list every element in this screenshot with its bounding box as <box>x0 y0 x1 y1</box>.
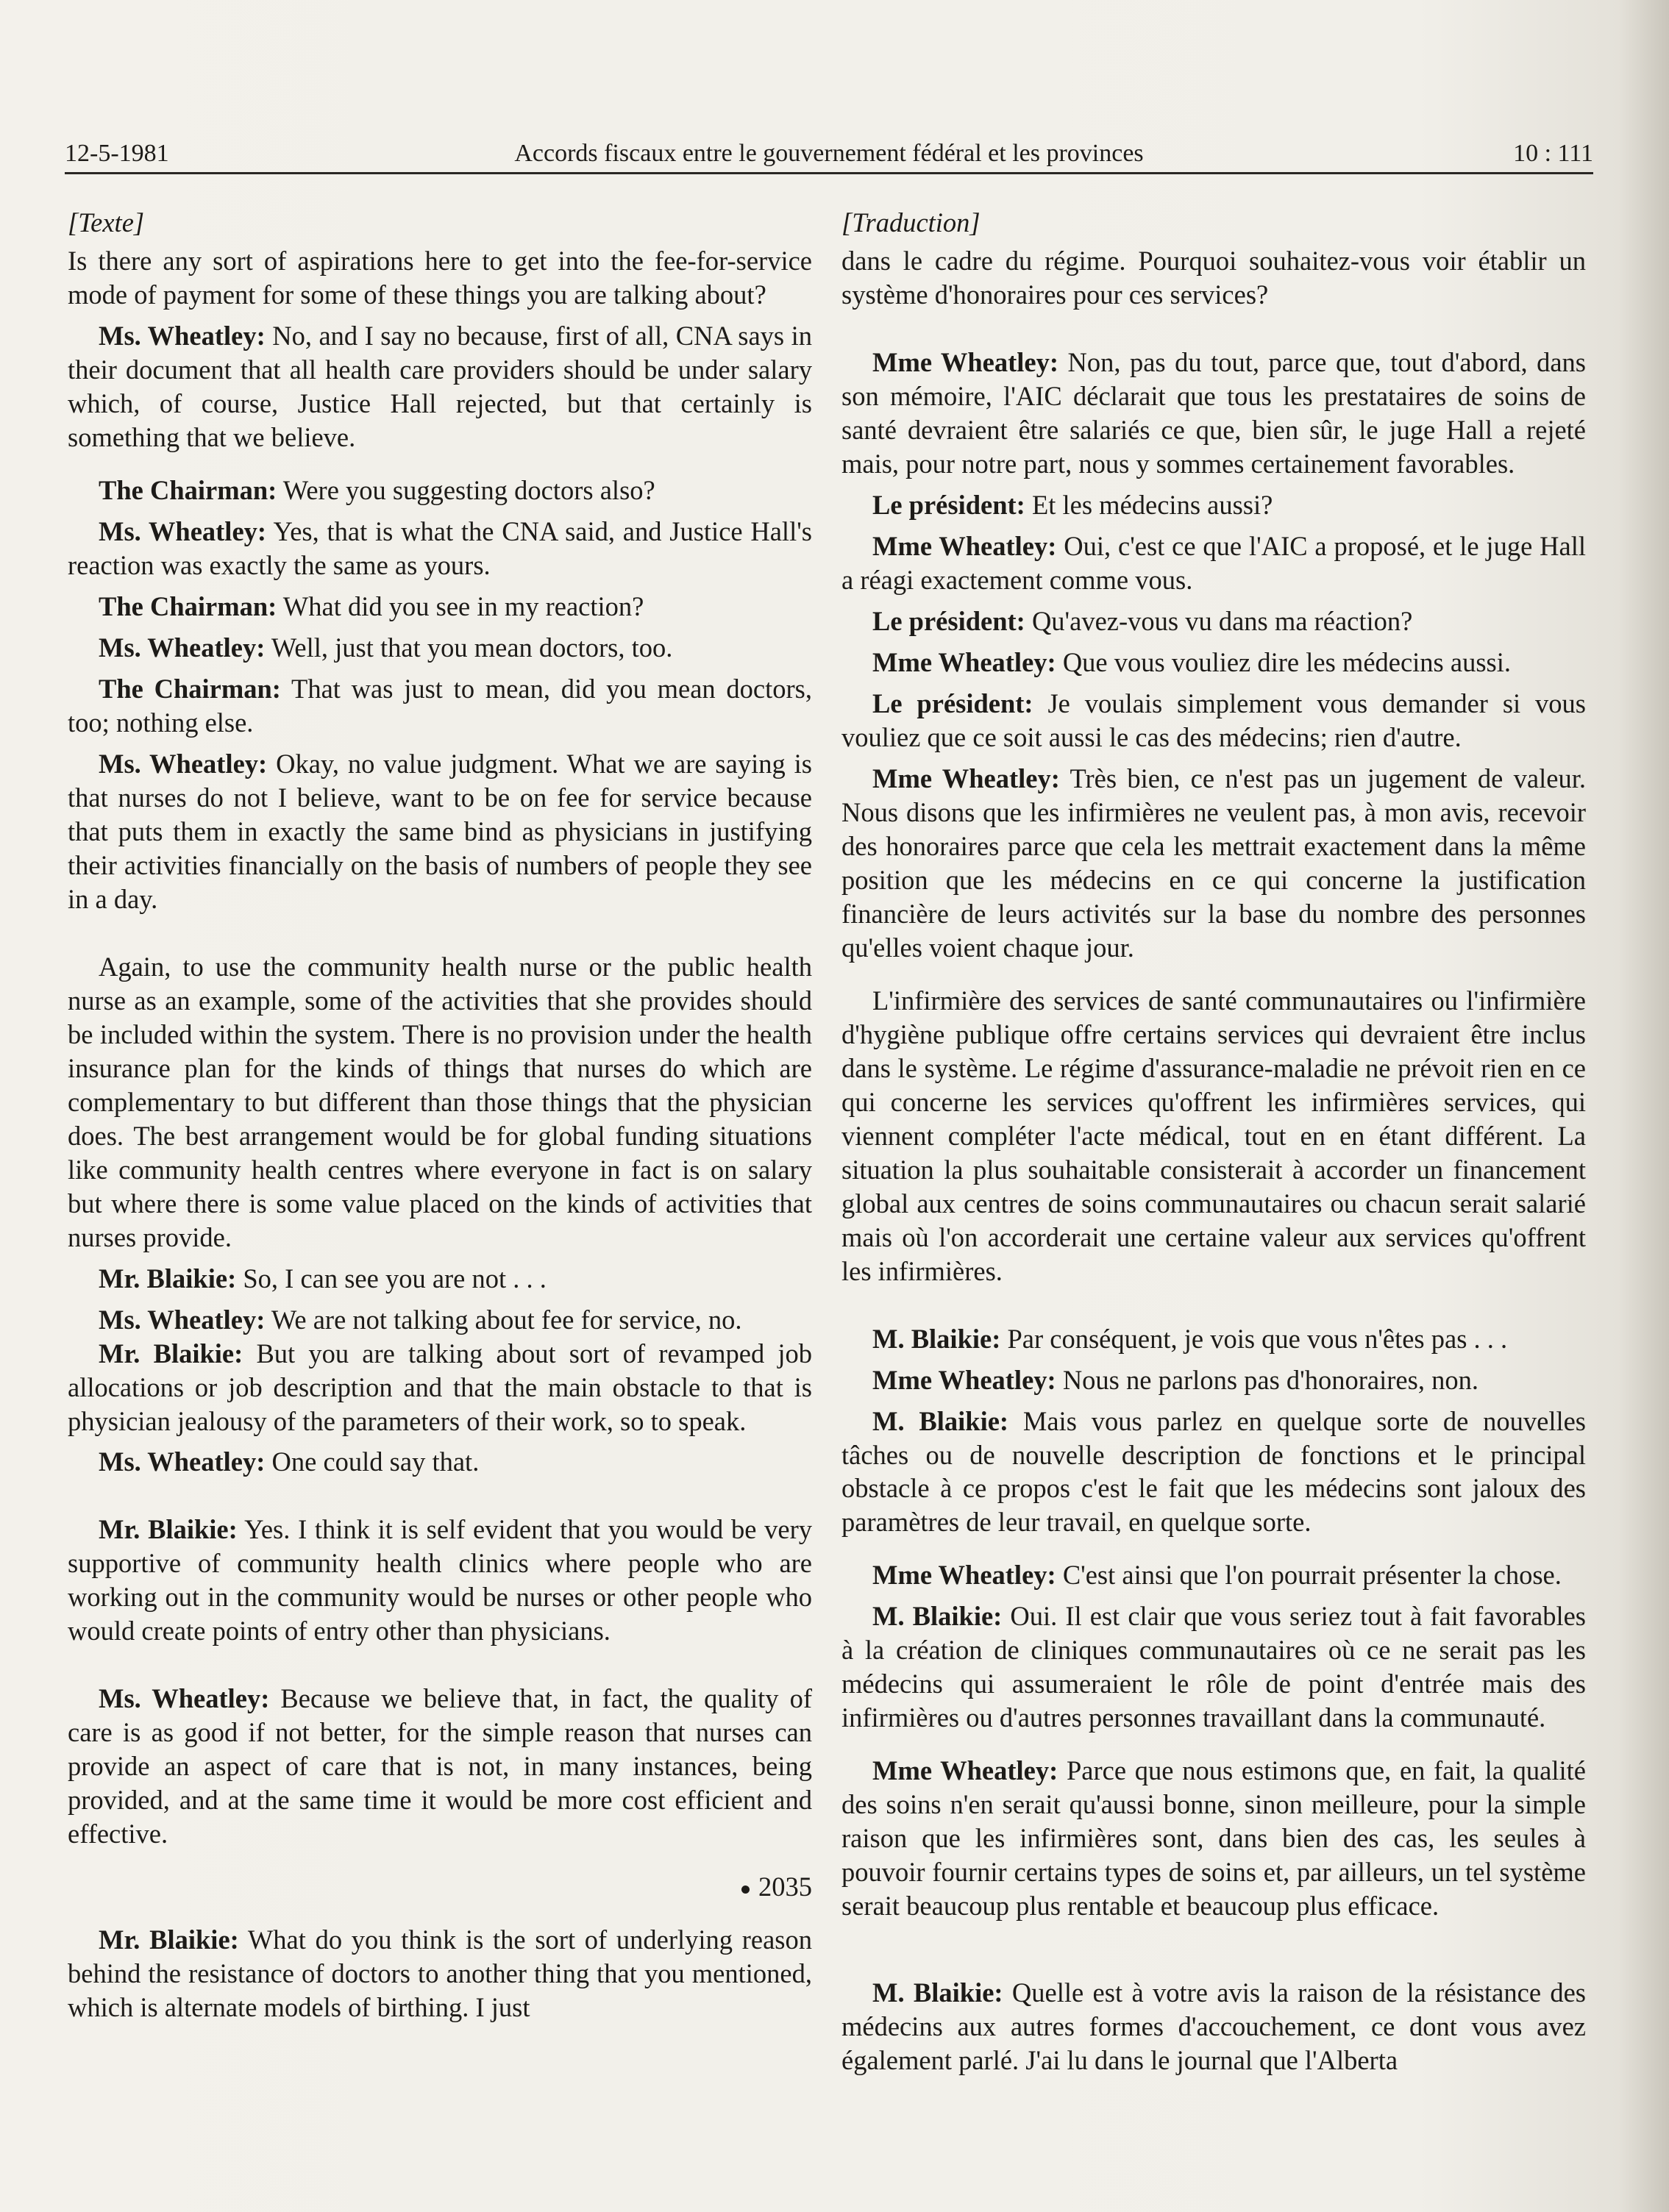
speaker-name: M. Blaikie: <box>872 1405 1009 1436</box>
speaker-name: Mr. Blaikie: <box>99 1924 239 1955</box>
speech-text: Par conséquent, je vois que vous n'êtes pas . . . <box>1000 1323 1508 1354</box>
speech-text: What do you think is the sort of underlying reason behind the resistance of doctors to another thing that you mentioned, which is alternate models of birthing. I just <box>68 1924 812 2023</box>
right-paragraph-1 <box>841 346 1586 481</box>
speech-text: We are not talking about fee for service, no. <box>265 1304 742 1335</box>
left-paragraph-2 <box>68 474 812 507</box>
speech-text: Because we believe that, in fact, the quality of care is as good if not better, for the simple reason that nurses can provide an aspect of care that is not, in many instances, being provided, and at the same time it would be more cost efficient and effective. <box>68 1683 813 1849</box>
speaker-name: The Chairman: <box>99 474 277 505</box>
speaker-name: Ms. Wheatley: <box>99 1446 266 1477</box>
speech-text: Je voulais simplement vous demander si vous vouliez que ce soit aussi le cas des médecins; rien d'autre. <box>841 688 1586 752</box>
speaker-name: Le président: <box>872 605 1025 636</box>
right-paragraph-9 <box>841 1322 1586 1356</box>
speech-text: Oui. Il est clair que vous seriez tout à fait favorables à la création de cliniques communautaires où ce ne serait pas les médecins qui assumeraient le rôle de point d'entrée mais des infirmières ou d'autres personnes travaillant dans la communauté. <box>841 1601 1587 1733</box>
right-column <box>841 206 1586 2077</box>
speech-text: Et les médecins aussi? <box>1025 489 1273 520</box>
speaker-name: Mme Wheatley: <box>872 346 1059 377</box>
header-title: Accords fiscaux entre le gouvernement fédéral et les provinces <box>514 140 1144 167</box>
speaker-name: Mr. Blaikie: <box>99 1263 237 1294</box>
speech-text: What did you see in my reaction? <box>277 591 644 621</box>
left-paragraph-4 <box>68 590 812 624</box>
speech-text: Non, pas du tout, parce que, tout d'abord, dans son mémoire, l'AIC déclarait que tous les prestataires de soins de santé devraient être salariés ce que, bien sûr, le juge Hall a rejeté mais, pour notre part, nous y sommes certainement favorables. <box>841 346 1586 479</box>
left-paragraph-15 <box>68 1923 812 2024</box>
right-column-label: [Traduction] <box>841 207 981 238</box>
speech-text: Yes, that is what the CNA said, and Justice Hall's reaction was exactly the same as yours. <box>68 515 812 580</box>
right-paragraph-6 <box>841 687 1586 754</box>
right-paragraph-15 <box>841 1976 1586 2077</box>
speech-text: Well, just that you mean doctors, too. <box>265 632 673 663</box>
speech-text: Nous ne parlons pas d'honoraires, non. <box>1056 1364 1478 1395</box>
speech-text: Très bien, ce n'est pas un jugement de valeur. Nous disons que les infirmières ne veulent pas, à mon avis, recevoir des honoraires parce que cela les mettrait exactement dans la même position que les médecins en ce qui concerne la justification financière de leurs activités sur la base du nombre des personnes qu'elles voient chaque jour. <box>841 763 1586 963</box>
right-paragraph-2 <box>841 488 1586 522</box>
speech-text: C'est ainsi que l'on pourrait présenter la chose. <box>1056 1560 1562 1591</box>
speech-text: That was just to mean, did you mean doctors, too; nothing else. <box>68 673 812 738</box>
left-intro-paragraph: Is there any sort of aspirations here to get into the fee-for-service mode of payment for some of these things you are talking about? <box>68 245 812 310</box>
speaker-name: Mr. Blaikie: <box>99 1338 243 1369</box>
speaker-name: Ms. Wheatley: <box>99 632 266 663</box>
right-paragraph-12 <box>841 1558 1586 1592</box>
left-paragraph-7 <box>68 747 812 916</box>
speaker-name: Mme Wheatley: <box>872 1560 1056 1591</box>
speaker-name: Ms. Wheatley: <box>99 1683 270 1714</box>
speaker-name: Ms. Wheatley: <box>99 1304 266 1335</box>
speech-text: But you are talking about sort of revamped job allocations or job description and that the main obstacle to that is physician jealousy of the parameters of their work, so to speak. <box>68 1338 812 1436</box>
left-paragraph-3 <box>68 515 812 582</box>
left-paragraph-5 <box>68 631 812 665</box>
speaker-name: Mr. Blaikie: <box>99 1514 238 1545</box>
left-column-label: [Texte] <box>68 207 145 238</box>
speaker-name: Mme Wheatley: <box>872 1755 1058 1786</box>
bullet-dot-icon <box>741 1885 750 1894</box>
right-paragraph-11 <box>841 1405 1586 1540</box>
left-paragraph-11 <box>68 1337 812 1438</box>
speaker-name: M. Blaikie: <box>872 1323 1001 1354</box>
left-paragraph-1 <box>68 319 812 454</box>
speech-text: Okay, no value judgment. What we are saying is that nurses do not I believe, want to be on fee for service because that puts them in exactly the same bind as physicians in justifying their activities financially on the basis of numbers of people they see in a day. <box>68 748 812 914</box>
right-paragraph-7 <box>841 762 1586 965</box>
speaker-name: Ms. Wheatley: <box>99 515 267 546</box>
speaker-name: M. Blaikie: <box>872 1977 1003 2008</box>
speech-text: Parce que nous estimons que, en fait, la qualité des soins n'en serait qu'aussi bonne, sinon meilleure, pour la simple raison que les infirmières sont, dans bien des cas, les seules à pouvoir fournir certains types de soins et, par ailleurs, un tel système serait beaucoup plus rentable et beaucoup plus efficace. <box>841 1755 1586 1922</box>
speech-text: Yes. I think it is self evident that you would be very supportive of community health clinics where people who are working out in the community would be nurses or other people who would create points of entry other than physicians. <box>68 1514 812 1646</box>
left-paragraph-10 <box>68 1303 812 1337</box>
speech-text: Were you suggesting doctors also? <box>277 474 655 505</box>
speech-text: So, I can see you are not . . . <box>236 1263 547 1294</box>
speech-text: Qu'avez-vous vu dans ma réaction? <box>1025 605 1413 636</box>
speaker-name: Mme Wheatley: <box>872 646 1056 677</box>
speaker-name: Mme Wheatley: <box>872 763 1060 793</box>
right-paragraph-5 <box>841 646 1586 679</box>
speech-text: Oui, c'est ce que l'AIC a proposé, et le juge Hall a réagi exactement comme vous. <box>841 530 1586 595</box>
speaker-name: Le président: <box>872 489 1025 520</box>
right-paragraph-3 <box>841 529 1586 597</box>
left-column <box>68 206 812 2024</box>
speech-text: No, and I say no because, first of all, CNA says in their document that all health care providers should be under salary which, of course, Justice Hall rejected, but that certainly is something that we believe. <box>68 320 813 452</box>
page-header <box>65 126 1593 174</box>
left-paragraph-6 <box>68 672 812 740</box>
header-page-number: 10 : 111 <box>1513 140 1593 167</box>
speaker-name: Ms. Wheatley: <box>99 748 268 779</box>
left-paragraph-13 <box>68 1513 812 1648</box>
left-paragraph-9 <box>68 1262 812 1296</box>
left-paragraph-14 <box>68 1682 812 1851</box>
time-marker <box>68 1870 812 1904</box>
speaker-name: Le président: <box>872 688 1033 718</box>
header-date: 12-5-1981 <box>65 140 169 167</box>
right-paragraph-14 <box>841 1754 1586 1923</box>
speech-text: Que vous vouliez dire les médecins aussi. <box>1056 646 1512 677</box>
time-marker-text: 2035 <box>758 1872 812 1902</box>
left-paragraph-12 <box>68 1445 812 1479</box>
speaker-name: Ms. Wheatley: <box>99 320 266 351</box>
speech-text: Mais vous parlez en quelque sorte de nouvelles tâches ou de nouvelle description de fonctions et le principal obstacle à ce propos c'est le fait que les médecins sont jaloux des paramètres de leur travail, en quelque sorte. <box>841 1405 1587 1538</box>
right-paragraph-10 <box>841 1363 1586 1397</box>
right-paragraph-8: L'infirmière des services de santé communautaires ou l'infirmière d'hygiène publique offre certains services qui devraient être inclus dans le système. Le régime d'assurance-maladie ne prévoit rien en ce qui concerne les services qu'offrent les infirmières services, qui viennent compléter l'acte médical, tout en en étant différent. La situation la plus souhaitable consisterait à accorder un financement global aux centres de soins communautaires ou chacun serait salarié mais où l'on accorderait une certaine valeur aux services qu'offrent les infirmières. <box>841 985 1586 1286</box>
speaker-name: Mme Wheatley: <box>872 530 1057 561</box>
right-paragraph-13 <box>841 1599 1586 1735</box>
speaker-name: M. Blaikie: <box>872 1601 1003 1632</box>
right-intro-paragraph: dans le cadre du régime. Pourquoi souhaitez-vous voir établir un système d'honoraires pour ces services? <box>841 245 1586 310</box>
speech-text: One could say that. <box>265 1446 480 1477</box>
speech-text: Quelle est à votre avis la raison de la résistance des médecins aux autres formes d'accouchement, ce dont vous avez également parlé. J'ai lu dans le journal que l'Alberta <box>841 1977 1587 2076</box>
left-paragraph-8: Again, to use the community health nurse or the public health nurse as an example, some of the activities that she provides should be included within the system. There is no provision under the health insurance plan for the kinds of things that nurses do which are complementary to but different than those things that the physician does. The best arrangement would be for global funding situations like community health centres where everyone in fact is on salary but where there is some value placed on the kinds of activities that nurses provide. <box>68 951 812 1252</box>
speaker-name: Mme Wheatley: <box>872 1364 1056 1395</box>
speaker-name: The Chairman: <box>99 673 281 704</box>
speaker-name: The Chairman: <box>99 591 277 621</box>
right-paragraph-4 <box>841 604 1586 638</box>
